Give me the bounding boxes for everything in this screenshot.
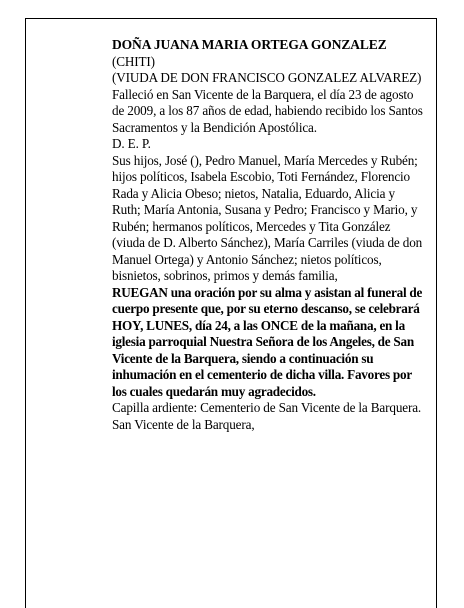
nickname: (CHITI) (112, 53, 155, 69)
rip-line: D. E. P. (112, 136, 151, 151)
death-notice: Falleció en San Vicente de la Barquera, el día 23 de agosto de 2009, a los 87 años de edad, habiendo recibido los Santos Sacramentos y la Bendición Apostólica. (112, 86, 423, 135)
family-list: Sus hijos, José (), Pedro Manuel, María Mercedes y Rubén; hijos políticos, Isabela Escobio, Toti Fernández, Florencio Rada y Alicia Obeso; nietos, Natalia, Eduardo, Alicia y Ruth; María Antonia, Susana y Pedro; Francisco y Mario, y Rubén; hermanos políticos, Mercedes y Tita González (viuda de D. Alberto Sánchez), María Carriles (viuda de don Manuel Ortega) y Antonio Sánchez; nietos políticos, bisnietos, sobrinos, primos y demás familia, (112, 152, 423, 283)
place-line: San Vicente de la Barquera, (112, 416, 255, 432)
funeral-announcement: RUEGAN una oración por su alma y asistan al funeral de cuerpo presente que, por su eterno descanso, se celebrará HOY, LUNES, día 24, a las ONCE de la mañana, en la iglesia parroquial Nuestra Señora de los Angeles, de San Vicente de la Barquera, siendo a continuación su inhumación en el cementerio de dicha villa. Favores por los cuales quedarán muy agradecidos. (112, 284, 423, 399)
obituary-text (112, 37, 424, 433)
chapel-info: Capilla ardiente: Cementerio de San Vicente de la Barquera. (112, 400, 422, 415)
deceased-name: DOÑA JUANA MARIA ORTEGA GONZALEZ (112, 37, 387, 52)
widow-of: (VIUDA DE DON FRANCISCO GONZALEZ ALVAREZ) (112, 70, 422, 85)
